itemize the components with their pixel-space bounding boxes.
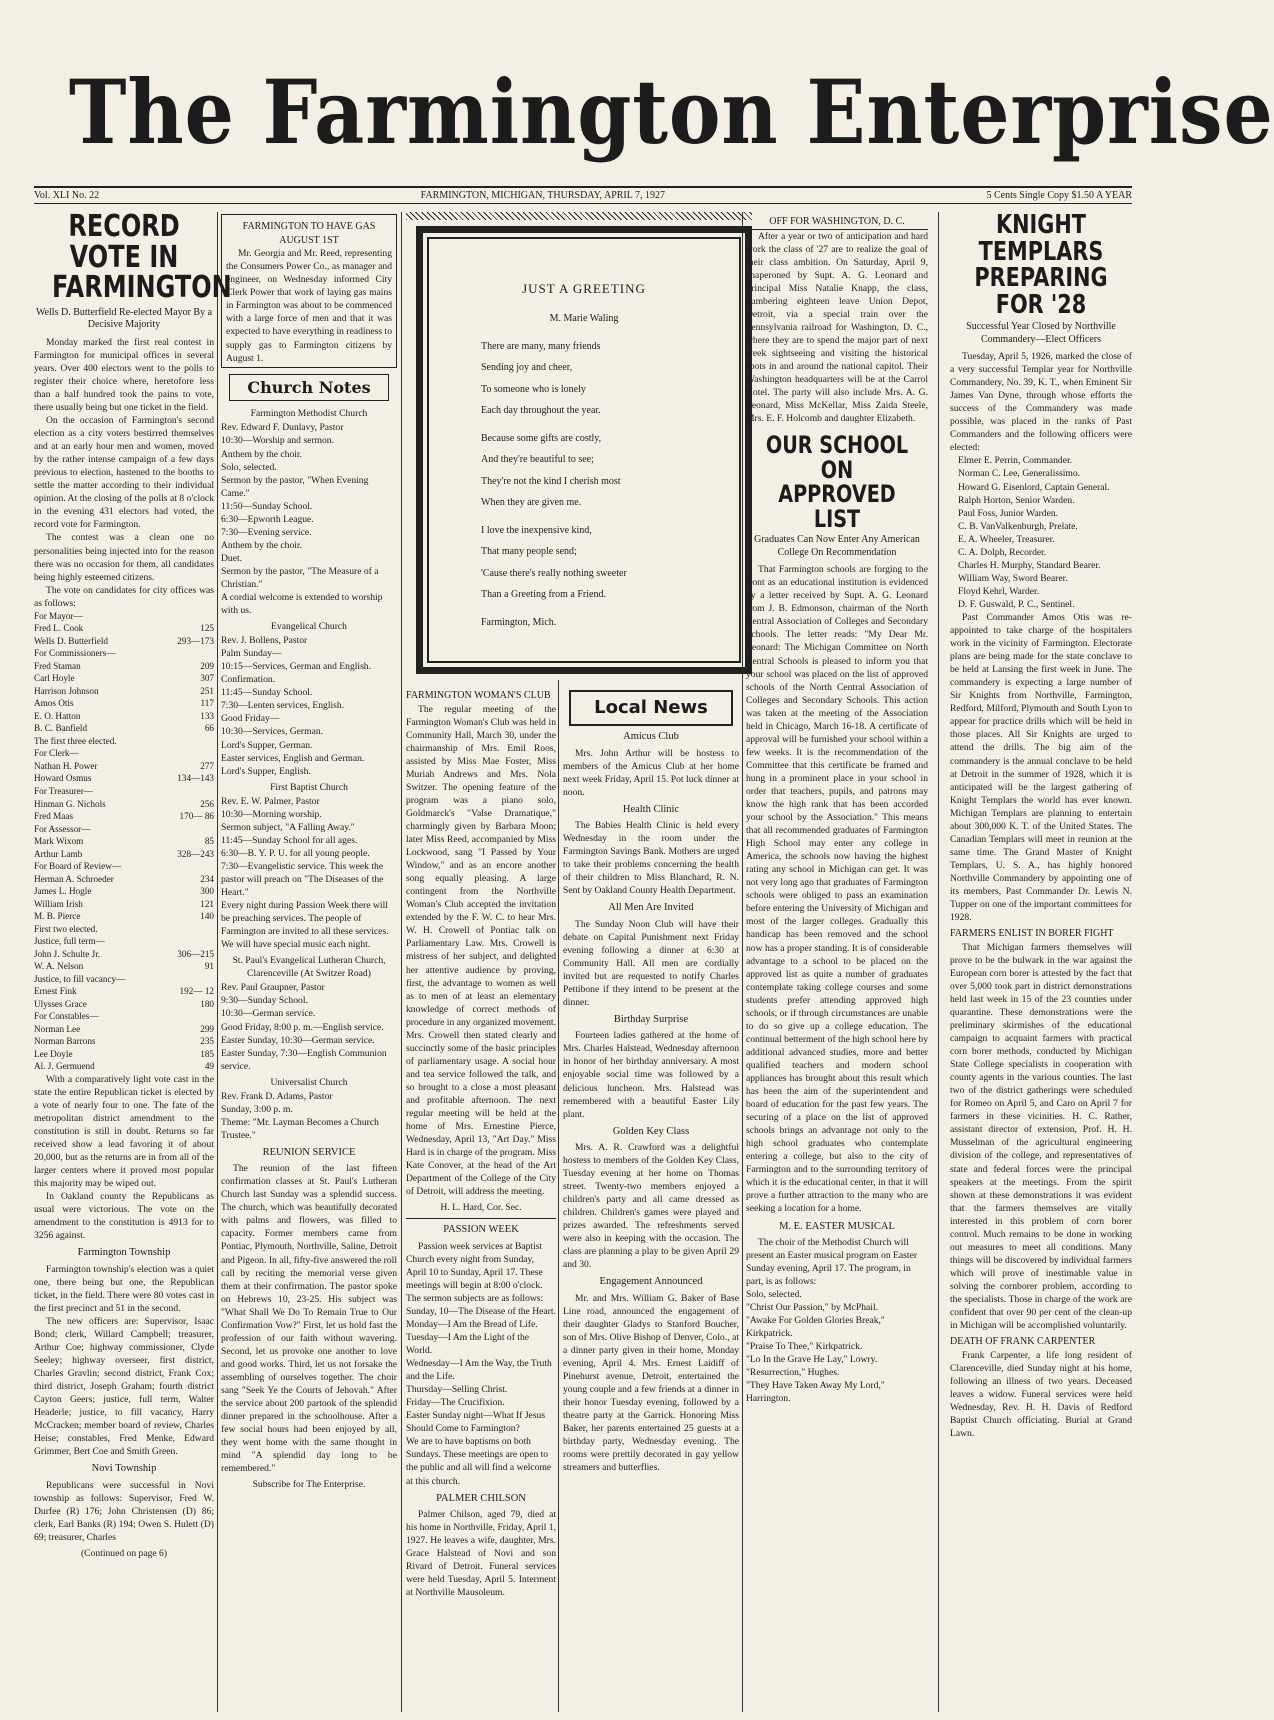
vote-count: 170— 86 [179, 811, 214, 822]
vote-row [34, 910, 214, 923]
paragraph: That Michigan farmers themselves will prove to be the bulwark in the war against the European corn borer is attested by the fact that over 5,000 took part in district demonstrations held last week in 15 of the 23 counties under quarantine. These demonstrations were the preliminary skirmishes of the educational campaign to acquaint farmers with practical corn borer methods, conducted by Michigan State College specialists in cooperation with county agents in the various counties. The last two of the district gatherings were scheduled for Romeo on April 5, and Caro on April 7 for farmers in these vicinities. H. C. Rather, assistant director of extension, Prof. H. H. Musselman of the agricultural engineering division of the college, and representatives of state and federal forces were the principal speakers at the meetings. From the spirit shown at these demonstrations it was evident that the farmers themselves are vitally interested in this problem of corn borer control. Much remains to be done in working out measures to meet all conditions. Many things will be discovered by individual farmers which will prove of inestimable value in solving the cornborer problem, according to the specialists. Those in charge of the work are confident that over 90 per cent of the clean-up in Michigan will be accomplished voluntarily. [950, 941, 1132, 1332]
vote-row [34, 710, 214, 723]
paragraph: The vote on candidates for city offices was as follows: [34, 584, 214, 609]
vote-label: John J. Schulte Jr. [34, 948, 101, 959]
officer-list: Elmer E. Perrin, Commander. Norman C. Lee, Generalissimo. Howard G. Eisenlord, Captain General. Ralph Horton, Senior Warden. Paul Foss, Junior Warden. C. B. VanValkenburgh, Prelate. E. A. Wheeler, Treasurer. C. A. Dolph, Recorder. Charles H. Murphy, Standard Bearer. William Way, Sword Bearer. Floyd Kehrl, Warder. D. F. Guswald, P. C., Sentinel. [958, 455, 1110, 610]
vote-count: 256 [200, 798, 214, 809]
vote-count: 209 [200, 660, 214, 671]
paragraph: Mrs. A. R. Crawford was a delightful hostess to members of the Golden Key Class, Tuesday evening at her home on Thomas street. Twenty-two members enjoyed a children's party and all came dressed as children. Children's games were played and prizes awarded. The refreshments served were also in keeping with the occasion. The class are planning a play to be given April 29 and 30. [563, 1141, 739, 1271]
vote-row [34, 697, 214, 710]
poem-line: When they are given me. [481, 497, 582, 509]
vote-row [34, 635, 214, 648]
paragraph: The Babies Health Clinic is held every Wednesday in the room under the Farmington Savings Bank. Mothers are urged to take their problems concerning the health of their children to Miss Blanchard, R. N. Sent by Oakland County Health Department. [563, 820, 739, 897]
column-rule [938, 212, 939, 1712]
column-3 [406, 686, 556, 1712]
article-heading: Golden Key Class [612, 1125, 690, 1137]
vote-row [34, 798, 214, 811]
poem-author: M. Marie Waling [549, 313, 619, 325]
church-heading: Farmington Methodist Church [250, 408, 368, 420]
vote-label: Wells D. Butterfield [34, 635, 109, 646]
vote-count: 134—143 [177, 773, 214, 784]
poem-line: To someone who is lonely [481, 383, 586, 395]
vote-row [34, 873, 214, 886]
vote-row [34, 948, 214, 961]
church-notes-heading: Church Notes [229, 374, 389, 402]
headline-record-vote: RECORD VOTE IN FARMINGTON [52, 209, 232, 306]
vote-label: B. C. Banfield [34, 723, 88, 734]
vote-label: Lee Doyle [34, 1048, 73, 1059]
church-text: Rev. E. W. Palmer, Pastor 10:30—Morning worship. Sermon subject, "A Falling Away." 11:45—Sunday School for all ages. 6:30—B. Y. P. U. for all young people. 7:30—Evangelistic service. This week the pastor will preach on "The Diseases of the Heart." Every night during Passion Week there will be preaching services. The people of Farmington are invited to all these services. We will have special music each night. [221, 795, 389, 951]
article-heading: PASSION WEEK [443, 1224, 519, 1236]
section-heading: Novi Township [91, 1463, 157, 1475]
poem-line: They're not the kind I cherish most [481, 475, 621, 487]
church-heading: St. Paul's Evangelical Lutheran Church, Clarenceville (At Switzer Road) [232, 955, 386, 980]
paragraph: Mr. and Mrs. William G. Baker of Base Line road, announced the engagement of their daughter Gladys to Stanford Boucher, son of Mrs. Olive Bishop of Denver, Colo., at a dinner party given in their home, Monday evening, April 4. Mrs. Ernest Laidiff of Pinehurst avenue, Detroit, entertained the young couple and a few friends at a dinner in their honor Tuesday evening, followed by a theatre party at the Garrick. Honoring Miss Baker, her parents entertained 25 guests at a birthday party, Wednesday evening. The rooms were prettily decorated in gay yellow streamers and butterflies. [563, 1292, 739, 1474]
vote-row [34, 747, 214, 760]
vote-count: 125 [200, 623, 214, 634]
vote-label: M. B. Pierce [34, 911, 81, 922]
vote-count: 299 [200, 1023, 214, 1034]
subhead: Graduates Can Now Enter Any American College On Recommendation [754, 534, 920, 558]
vote-label: Nathan H. Power [34, 760, 98, 771]
vote-row [34, 935, 214, 948]
vote-label: Justice, to fill vacancy— [34, 973, 126, 984]
vote-count: 277 [200, 760, 214, 771]
poem-box [416, 226, 752, 674]
paragraph: Fourteen ladies gathered at the home of Mrs. Charles Halstead, Wednesday afternoon in honor of her birthday anniversary. A most enjoyable social time was followed by a delicious luncheon. Mrs. Halstead was remembered with a beautiful Easter Lily plant. [563, 1030, 739, 1120]
vote-label: Hinman G. Nichols [34, 798, 106, 809]
poem-place: Farmington, Mich. [481, 616, 557, 628]
vote-row [34, 960, 214, 973]
poem-stanza [441, 431, 727, 511]
paragraph: Past Commander Amos Otis was re-appointed to take charge of the hospitalers work in the vicinity of Farmington. Electorate plans are being made for the state conclave to be held at Lansing the first week in June. The commandery is expecting a large number of Sir Knights from Northville, Farmington, Redford, Milford, Plymouth and South Lyon to appear for practice drills which will be held in those places. All Sir Knights are urged to attend the drills. The big aim of the commandery is the annual conclave to be held at Detroit in the summer of 1928, which it is anticipated will be the largest gathering of Knight Templars the world has ever known. Michigan Templars are planning to entertain about 300,000 K. T. of the United States. The Canadian Templars will meet in reunion at the same time. The Grand Master of Knight Templars, U. S. A., has highly honored Northville Commandery by appointing one of its members, Past Commander Dr. Lewis N. Tupper on one of the important committees for 1928. [950, 612, 1132, 924]
vote-count: 234 [200, 873, 214, 884]
paragraph: The new officers are: Supervisor, Isaac Bond; clerk, Willard Campbell; treasurer, Arthur Coe; highway commissioner, Clyde Seeley; highway overseer, first district, Charles Gravlin; second district, Frank Cox; third district, Joseph Graham; fourth district Cayton Geers; justice, full term, Walter Headerle; justice, to fill vacancy, Harry McCracken; member board of review, Charles Heise; constables, Fred Menke, Edward Grimmer, Bert Coe and Smith Green. [34, 1315, 214, 1458]
poem-stanza [441, 523, 727, 603]
article-heading: Amicus Club [623, 731, 679, 743]
vote-row [34, 772, 214, 785]
volume-number: Vol. XLI No. 22 [34, 189, 100, 201]
vote-row [34, 722, 214, 735]
vote-count: 185 [200, 1048, 214, 1059]
church-heading: Evangelical Church [271, 621, 347, 633]
vote-label: For Constables— [34, 1011, 99, 1022]
vote-label: Mark Wixom [34, 836, 84, 847]
column-2 [221, 212, 397, 1712]
vote-label: Howard Osmus [34, 773, 92, 784]
vote-row [34, 823, 214, 836]
column-5 [746, 212, 928, 1712]
vote-label: For Board of Review— [34, 861, 122, 872]
article-heading: FARMERS ENLIST IN BORER FIGHT [950, 928, 1114, 940]
vote-label: Norman Lee [34, 1023, 81, 1034]
vote-row [34, 1035, 214, 1048]
vote-count: 49 [204, 1061, 214, 1072]
vote-label: Harrison Johnson [34, 685, 99, 696]
vote-label: Justice, full term— [34, 936, 105, 947]
vote-row [34, 672, 214, 685]
vote-row [34, 610, 214, 623]
vote-label: William Irish [34, 898, 83, 909]
vote-label: For Treasurer— [34, 785, 93, 796]
vote-row [34, 860, 214, 873]
vote-row [34, 760, 214, 773]
continued-note: (Continued on page 6) [80, 1547, 168, 1559]
vote-row [34, 848, 214, 861]
headline-knight-templars: KNIGHT TEMPLARS PREPARING FOR '28 [974, 210, 1108, 320]
vote-label: Arthur Lamb [34, 848, 83, 859]
vote-label: Al. J. Germuend [34, 1061, 95, 1072]
poem-title: JUST A GREETING [522, 281, 646, 296]
church-text: Rev. J. Bollens, Pastor Palm Sunday— 10:15—Services, German and English. Confirmation. 11:45—Sunday School. 7:30—Lenten services, English. Good Friday— 10:30—Services, German. Lord's Supper, German. Easter services, English and German. Lord's Supper, English. [221, 635, 372, 777]
paragraph: Palmer Chilson, aged 79, died at his home in Northville, Friday, April 1, 1927. He leaves a wife, daughter, Mrs. Grace Halstead of Novi and son Rivard of Detroit. Funeral services were held Tuesday, April 5. Interment at Northville Mausoleum. [406, 1508, 556, 1599]
divider [406, 1218, 556, 1219]
vote-count: 91 [204, 961, 214, 972]
vote-row [34, 998, 214, 1011]
vote-label: Herman A. Schroeder [34, 873, 114, 884]
church-text: Rev. Paul Graupner, Pastor 9:30—Sunday School. 10:30—German service. Good Friday, 8:00 p. m.—English service. Easter Sunday, 10:30—German service. Easter Sunday, 7:30—English Communion service. [221, 982, 387, 1072]
headline-school: OUR SCHOOL ON APPROVED LIST [765, 431, 909, 533]
poem-stanza [441, 339, 727, 419]
vote-list [34, 610, 214, 1073]
poem-line: That many people send; [481, 546, 577, 558]
vote-row [34, 810, 214, 823]
vote-label: E. O. Hatton [34, 710, 81, 721]
article-heading: DEATH OF FRANK CARPENTER [950, 1336, 1096, 1348]
column-6 [950, 212, 1132, 1712]
church-heading: Universalist Church [270, 1076, 348, 1088]
vote-row [34, 1048, 214, 1061]
vote-count: 307 [200, 673, 214, 684]
vote-count: 133 [200, 710, 214, 721]
paragraph: The choir of the Methodist Church will present an Easter musical program on Easter Sunday evening, April 17. The program, in part, is as follows: Solo, selected. "Christ Our Passion," by McPhail. "Awake For Golden Glories Break," Kirkpatrick. "Praise To Thee," Kirkpatrick. "Lo In the Grave He Lay," Lowry. "Resurrection," Hughes. "They Have Taken Away My Lord," Harrington. [746, 1236, 918, 1405]
paragraph: The reunion of the last fifteen confirmation classes at St. Paul's Lutheran Church last Sunday was a splendid success. The church, which was beautifully decorated with palms and flowers, was filled to capacity. Former members came from Pontiac, Plymouth, Northville, Saline, Detroit and Pigeon. In all, fifty-five answered the roll call by reciting the memorial verse given them at their confirmation. The pastor spoke on Hebrews 10, 23-25. His subject was "What Shall We Do To Remain True to Our Confirmation Vow?" First, let us hold fast the profession of our faith without wavering. Second, let us provoke one another to love and good works. Third, let us not forsake the assembling of ourselves together. The choir sang "Seek Ye the Courts of Jehovah." After the service about 200 partook of the splendid dinner prepared in the schoolhouse. After a few social hours had been enjoyed by all, they went home with the same thought in mind "A splendid day long to be remembered." [221, 1163, 397, 1475]
poem-line: Than a Greeting from a Friend. [481, 589, 606, 601]
paragraph: The contest was a clean one no personalities being injected into for the reason there was no occasion for them, all candidates being highly esteemed citizens. [34, 532, 214, 583]
vote-count: 235 [200, 1036, 214, 1047]
vote-label: Amos Otis [34, 698, 74, 709]
paragraph: Mr. Georgia and Mr. Reed, representing the Consumers Power Co., as manager and engineer, on Wednesday informed City Clerk Power that work of laying gas mains in Farmington was about to be commenced with a large force of men and that it was expected to have everything in readiness to supply gas to Farmington citizens by August 1. [226, 248, 392, 364]
paragraph: Farmington township's election was a quiet one, there being but one, the Republican ticket, in the field. There were 80 votes cast in the first precinct and 51 in the second. [34, 1263, 214, 1314]
paragraph: Monday marked the first real contest in Farmington for municipal offices in several years. Over 400 electors went to the polls to register their choice where, heretofore less than a half hundred took the pains to vote, there usually being but one ticket in the field. [34, 336, 214, 414]
vote-row [34, 923, 214, 936]
vote-row [34, 785, 214, 798]
vote-label: Fred Staman [34, 660, 81, 671]
column-rule [217, 212, 218, 1712]
vote-row [34, 835, 214, 848]
gas-article [221, 214, 397, 368]
paragraph: On the occasion of Farmington's second election as a city voters bestirred themselves and at an early hour men and women, moved by the rather intense campaign of a few days previous to election, hastened to the booths to settle the matter according to their individual opinion. At the closing of the polls at 8 o'clock in the evening 431 electors had voted, the record vote for Farmington. [34, 415, 214, 531]
paragraph: After a year or two of anticipation and hard work the class of '27 are to realize the goal of their class ambition. On Saturday, April 9, chaperoned by Supt. A. G. Leonard and Principal Miss Natalie Knapp, the class, numbering eighteen leave Union Depot, Detroit, via a special train over the Pennsylvania railroad for Washington, D. C., where they are to spend the major part of next week sightseeing and visiting the historical spots in and around the national capitol. Their Washington headquarters will be at the Carrol Hotel. The party will also include Mrs. A. G. Leonard, Miss McKellar, Miss Zaida Steele, Mrs. E. F. Holcomb and daughter Elizabeth. [746, 230, 928, 425]
vote-label: Fred Maas [34, 811, 74, 822]
vote-count: 300 [200, 886, 214, 897]
poem-line: I love the inexpensive kind, [481, 524, 592, 536]
vote-label: Ulysses Grace [34, 998, 87, 1009]
column-rule [401, 212, 402, 1712]
paragraph: The Sunday Noon Club will have their debate on Capital Punishment next Friday evening following a dinner at 6:30 at Community Hall. All men are cordially invited but are requested to notify Charles Pettibone if they intend to be present at the dinner. [563, 918, 739, 1009]
vote-row [34, 647, 214, 660]
vote-row [34, 885, 214, 898]
vote-count: 180 [200, 998, 214, 1009]
poem-line: 'Cause there's really nothing sweeter [481, 567, 627, 579]
vote-row [34, 735, 214, 748]
article-heading: OFF FOR WASHINGTON, D. C. [746, 215, 928, 230]
vote-label: First two elected. [34, 923, 98, 934]
vote-row [34, 973, 214, 986]
article-heading: Engagement Announced [599, 1276, 703, 1288]
local-news-heading: Local News [569, 690, 733, 726]
column-rule [558, 680, 559, 1712]
paragraph: Tuesday, April 5, 1926, marked the close of a very successful Templar year for Northville Commandery, No. 39, K. T., when Eminent Sir James Van Dyne, through whose efforts the success of the Commandery was made possible, was placed in the ranks of Past Commanders and the following officers were elected: [950, 351, 1132, 454]
subscribe-note: Subscribe for The Enterprise. [252, 1479, 366, 1491]
article-heading: All Men Are Invited [608, 902, 694, 914]
paragraph: Republicans were successful in Novi township as follows: Supervisor, Fred W. Durfee (R) 176; John Christensen (D) 86; clerk, Earl Banks (R) 194; Owen S. Hulett (D) 69; treasurer, Charles [34, 1479, 214, 1543]
vote-count: 140 [200, 911, 214, 922]
section-heading: Farmington Township [77, 1247, 171, 1259]
article-heading: REUNION SERVICE [262, 1146, 356, 1158]
vote-count: 328—243 [177, 848, 214, 859]
signature: H. L. Hard, Cor. Sec. [440, 1202, 522, 1214]
paragraph: The regular meeting of the Farmington Woman's Club was held in Community Hall, March 30, under the chairmanship of Mrs. Emil Roos, assisted by Miss Mae Foster, Miss Muriah Andrews and Mrs. Nola Switzer. The opening feature of the program was a piano solo, Goldmarck's "Valse Dramatique," charmingly given by Barbara Moon; later Miss Reed, accompanied by Miss Lockwood, sang "I Passed by Your Window," and as an encore another song equally pleasing. A large contingent from the Northville Woman's Club accepted the invitation extended by the F. W. C. to hear Mrs. W. H. Crowell of Pontiac talk on Parliamentary Law. Mrs. Crowell is mistress of her subject, and delighted her attentive audience by proving, first, the advantage to women as well as to men of at least an elementary knowledge of correct methods of procedure in any organized movement. Mrs. Crowell then stated clearly and succinctly some of the basic principles of parliamentary usage. A social hour and tea service followed the talk, and so brought to a close a most pleasant and profitable afternoon. The next regular meeting will be held at the home of Mrs. Ernestine Pierce, Wednesday, April 13, "Art Day." Miss Hard is in charge of the program. Miss Kate Conover, at the head of the Art Department of the College of the City of Detroit, will address the meeting. [406, 703, 556, 1198]
article-heading: Health Clinic [622, 803, 680, 815]
church-heading: First Baptist Church [270, 781, 348, 793]
vote-label: For Assessor— [34, 823, 91, 834]
price: 5 Cents Single Copy $1.50 A YEAR [986, 189, 1132, 201]
article-heading: Birthday Surprise [613, 1014, 689, 1026]
poem-line: Sending joy and cheer, [481, 362, 573, 374]
vote-count: 293—173 [177, 635, 214, 646]
paragraph: Passion week services at Baptist Church every night from Sunday, April 10 to Sunday, April 17. These meetings will begin at 8:00 o'clock. The sermon subjects are as follows: Sunday, 10—The Disease of the Heart. Monday—I Am the Bread of Life. Tuesday—I Am the Light of the World. Wednesday—I Am the Way, the Truth and the Life. Thursday—Selling Christ. Friday—The Crucifixion. Easter Sunday night—What If Jesus Should Come to Farmington? We are to have baptisms on both Sundays. These meetings are open to the public and all will find a welcome at this church. [406, 1240, 556, 1487]
vote-count: 251 [200, 685, 214, 696]
vote-row [34, 898, 214, 911]
paragraph: Mrs. John Arthur will be hostess to members of the Amicus Club at her home next week Friday, April 15. Pot luck dinner at noon. [563, 747, 739, 798]
vote-row [34, 660, 214, 673]
poem-line: And they're beautiful to see; [481, 454, 594, 466]
decorative-border [406, 212, 752, 220]
vote-label: Fred L. Cook [34, 623, 84, 634]
vote-row [34, 622, 214, 635]
vote-label: W. A. Nelson [34, 961, 84, 972]
vote-row [34, 1023, 214, 1036]
column-1 [34, 209, 232, 1712]
dateline [34, 186, 1132, 204]
vote-label: For Commissioners— [34, 648, 116, 659]
paragraph: That Farmington schools are forging to the front as an educational institution is evidenced by a letter received by Supt. A. G. Leonard from J. B. Edmonson, chairman of the North Central Association of Colleges and Secondary Schools. The letter reads: "My Dear Mr. Leonard: The Michigan Committee on North Central Schools is pleased to inform you that your school was placed on the list of approved schools of the North Central Association of Colleges and Secondary Schools. This action was taken at the meeting of the Association held in Chicago, March 16-18. A certificate of approval will be furnished your school within a few weeks. It is the recommendation of the Committee that this certificate be framed and hung in a prominent place in your school in order that teachers, pupils, and patrons may know the high rank that has been accorded your school by the Association." This means that all recommended graduates of Farmington High School may enter any college in America, the schools now having the highest rating any school in Michigan can get. It was not very long ago that graduates of Farmington schools were obliged to pass an examination before entering the University of Michigan and most of the larger colleges. Gradually this handicap has been removed and the school now has a proper standing. It is of considerable advantage to a school to be placed on the approved list as quite a number of graduates contemplate taking college courses and some students prefer attending approved high schools, or if through circumstances are unable to do so give up a college education. The continual betterment of the high school here by additional advanced studies, more and better qualified teachers and modern school appliances has brought about this result which has been the aim of the superintendent and board of education for the past few years. The securing of a place on the list of approved schools brings an advantage not only to the high school graduates who contemplate entering a college, but also to the city of Farmington and to the surrounding territory of which it is the educational center, in that it will prove a further attraction to the many who are seeking a location for a home. [746, 564, 928, 1215]
paragraph: Frank Carpenter, a life long resident of Clarenceville, died Sunday night at his home, following an illness of two years. Deceased leaves a widow. Funeral services were held Wednesday, Rev. H. H. Davis of Redford Baptist Church officiating. Burial at Grand Lawn. [950, 1349, 1132, 1439]
subhead: Wells D. Butterfield Re-elected Mayor By a Decisive Majority [35, 306, 213, 331]
vote-label: For Clerk— [34, 748, 79, 759]
vote-count: 192— 12 [179, 986, 214, 997]
poem-line: There are many, many friends [481, 340, 601, 352]
vote-count: 121 [200, 898, 214, 909]
article-heading: M. E. EASTER MUSICAL [779, 1220, 895, 1232]
vote-count: 85 [204, 836, 214, 847]
church-text: Rev. Frank D. Adams, Pastor Sunday, 3:00 p. m. Theme: "Mr. Layman Becomes a Church Trustee." [221, 1090, 379, 1141]
vote-label: James L. Hogle [34, 886, 92, 897]
vote-label: Carl Hoyle [34, 673, 75, 684]
column-4 [563, 686, 739, 1712]
church-text: Rev. Edward F. Dunlavy, Pastor 10:30—Worship and sermon. Anthem by the choir. Solo, selected. Sermon by the pastor, "When Evening Came." 11:50—Sunday School. 6:30—Epworth League. 7:30—Evening service. Anthem by the choir. Duet. Sermon by the pastor, "The Measure of a Christian." A cordial welcome is extended to worship with us. [221, 422, 383, 617]
vote-count: 306—215 [177, 948, 214, 959]
vote-label: Ernest Fink [34, 986, 77, 997]
vote-label: For Mayor— [34, 610, 83, 621]
article-heading: FARMINGTON WOMAN'S CLUB [406, 690, 551, 701]
subhead: Successful Year Closed by Northville Commandery—Elect Officers [966, 321, 1116, 345]
paragraph: In Oakland county the Republicans as usual were victorious. The vote on the amendment to the constitution is 4913 for to 3256 against. [34, 1191, 214, 1242]
vote-label: The first three elected. [34, 735, 117, 746]
vote-count: 117 [200, 698, 214, 709]
vote-count: 66 [204, 723, 214, 734]
poem-line: Because some gifts are costly, [481, 432, 602, 444]
vote-row [34, 685, 214, 698]
masthead: The Farmington Enterprise [68, 60, 1274, 164]
vote-label: Norman Barrons [34, 1036, 96, 1047]
vote-row [34, 985, 214, 998]
poem-line: Each day throughout the year. [481, 405, 601, 417]
paragraph: With a comparatively light vote cast in the state the entire Republican ticket is elected by a vote of nearly four to one. The fate of the metropolitan district amendment to the constitution is still in doubt. Returns so far received show a lead favoring it of about 20,000, but as the returns are in from all of the larger centers where it proved most popular this majority may be wiped out. [34, 1073, 214, 1190]
place-date: FARMINGTON, MICHIGAN, THURSDAY, APRIL 7, 1927 [420, 189, 665, 201]
article-heading: FARMINGTON TO HAVE GAS AUGUST 1ST [242, 221, 376, 246]
vote-row [34, 1060, 214, 1073]
vote-row [34, 1010, 214, 1023]
article-heading: PALMER CHILSON [436, 1492, 526, 1504]
